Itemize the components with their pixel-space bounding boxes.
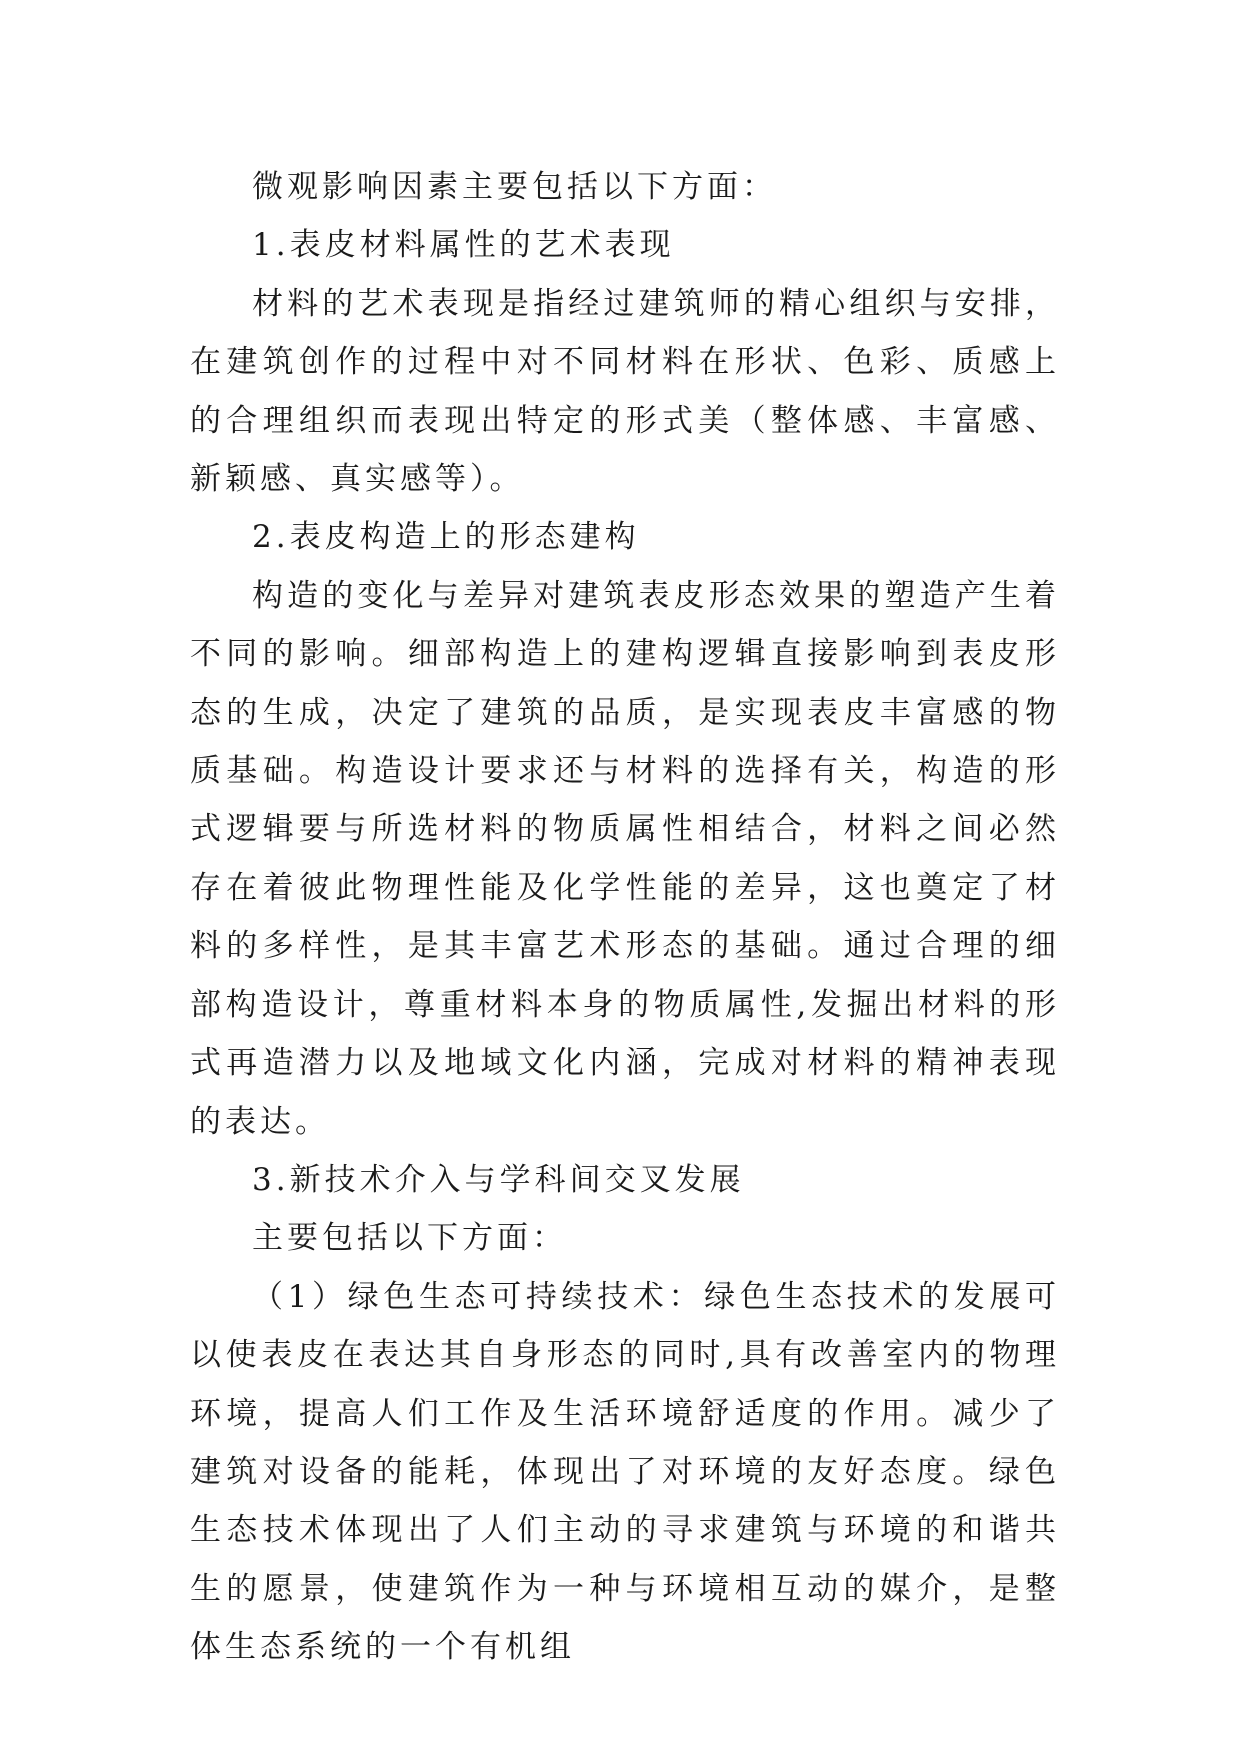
body-text: [190, 158, 1060, 1677]
subsection-intro: 主要包括以下方面：: [252, 1220, 567, 1257]
intro-paragraph: 微观影响因素主要包括以下方面：: [252, 169, 777, 205]
section-heading-1: 1.表皮材料属性的艺术表现: [252, 227, 675, 264]
paragraph-construction: 构造的变化与差异对建筑表皮形态效果的塑造产生着不同的影响。细部构造上的建构逻辑直接影响到表皮形态的生成，决定了建筑的品质，是实现表皮丰富感的物质基础。构造设计要求还与材料的选择有关，构造的形式逻辑要与所选材料的物质属性相结合，材料之间必然存在着彼此物理性能及化学性能的差异，这也奠定了材料的多样性，是其丰富艺术形态的基础。通过合理的细部构造设计，尊重材料本身的物质属性,发掘出材料的形式再造潜力以及地域文化内涵，完成对材料的精神表现的表达。: [190, 577, 1060, 1140]
section-heading-3: 3.新技术介入与学科间交叉发展: [252, 1161, 745, 1198]
section-heading-2: 2.表皮构造上的形态建构: [252, 519, 640, 556]
paragraph-material-expression: 材料的艺术表现是指经过建筑师的精心组织与安排，在建筑创作的过程中对不同材料在形状、色彩、质感上的合理组织而表现出特定的形式美（整体感、丰富感、新颖感、真实感等）。: [190, 285, 1060, 498]
paragraph-green-technology: （1）绿色生态可持续技术：绿色生态技术的发展可以使表皮在表达其自身形态的同时,具有改善室内的物理环境，提高人们工作及生活环境舒适度的作用。减少了建筑对设备的能耗，体现出了对环境的友好态度。绿色生态技术体现出了人们主动的寻求建筑与环境的和谐共生的愿景，使建筑作为一种与环境相互动的媒介，是整体生态系统的一个有机组: [190, 1278, 1060, 1666]
